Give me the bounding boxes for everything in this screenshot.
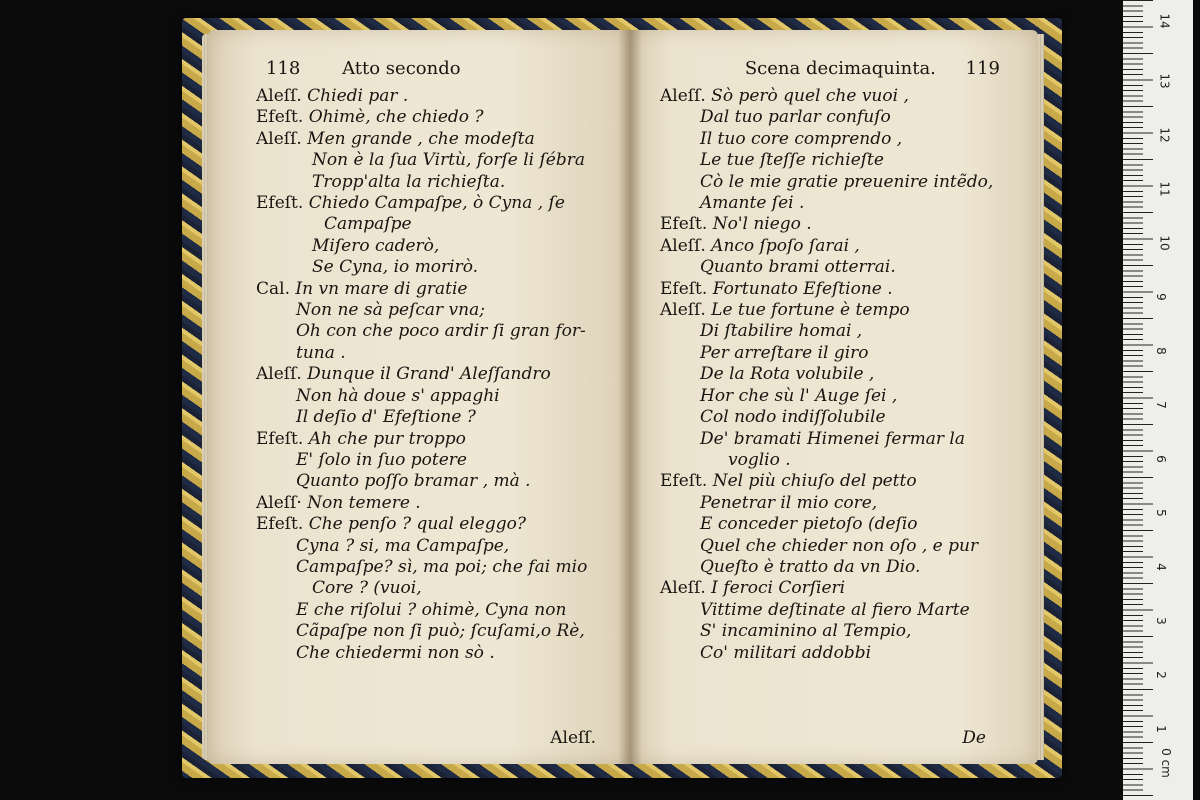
ruler-unit-label: 0 cm	[1158, 748, 1173, 778]
text-line	[660, 471, 1020, 492]
ruler-number: 2	[1153, 671, 1168, 679]
verse-text: Oh con che poco ardir ſi gran for-	[296, 321, 586, 342]
verse-text: S' incaminino al Tempio,	[700, 621, 912, 642]
text-line	[256, 557, 626, 578]
text-line	[660, 364, 1020, 385]
verse-text: Chiedo Campaſpe, ò Cyna , ſe	[308, 193, 565, 214]
verse-text: Che chiedermi non sò .	[296, 642, 495, 663]
verse-text: E conceder pietoſo (deſio	[700, 514, 918, 535]
verse-text: Fortunato Efeſtione .	[712, 278, 893, 299]
verse-text: Non hà doue s' appaghi	[296, 385, 500, 406]
verse-text: Cyna ? si, ma Campaſpe,	[296, 535, 510, 556]
verse-text: Sò però quel che vuoi ,	[711, 86, 909, 106]
speaker-label: Aleſſ.	[660, 578, 712, 599]
text-line	[256, 257, 626, 278]
verse-text: Non è la ſua Virtù, forſe li ſébra	[312, 150, 585, 171]
text-line	[256, 514, 626, 535]
verse-text: Cò le mie gratie preuenire intẽdo,	[700, 171, 994, 192]
book	[182, 18, 1062, 778]
verse-text: Non temere .	[307, 492, 421, 513]
text-line	[256, 536, 626, 557]
text-line	[256, 429, 626, 450]
verse-text: Il tuo core comprendo ,	[700, 128, 903, 149]
verse-text: E che riſolui ? ohimè, Cyna non	[296, 599, 567, 620]
ruler-number: 5	[1153, 509, 1168, 517]
verse-text: Dunque il Grand' Aleſſandro	[307, 364, 551, 385]
left-page	[208, 30, 630, 764]
text-line	[256, 172, 626, 193]
verse-text: Cãpaſpe non ſi può; ſcuſami,o Rè,	[296, 621, 585, 642]
speaker-label: Cal.	[256, 278, 296, 299]
verse-text: Core ? (vuoi,	[312, 578, 422, 599]
text-line	[256, 193, 626, 214]
ruler-number: 8	[1153, 347, 1168, 355]
text-line	[660, 279, 1020, 300]
verse-text: In vn mare di gratie	[295, 278, 468, 299]
speaker-label: Aleſſ.	[256, 128, 308, 149]
verse-text: Tropp'alta la richieſta.	[312, 171, 506, 192]
ruler-number: 12	[1157, 127, 1172, 143]
verse-text: Per arreſtare il giro	[700, 342, 869, 363]
verse-text: I feroci Corſieri	[711, 578, 846, 599]
verse-text: Ah che pur troppo	[308, 428, 466, 449]
text-line	[256, 643, 626, 664]
text-line	[660, 536, 1020, 557]
text-line	[660, 643, 1020, 664]
text-line	[660, 150, 1020, 171]
verse-text: voglio .	[728, 449, 791, 470]
text-line	[256, 214, 626, 235]
ruler-number: 9	[1153, 293, 1168, 301]
verse-text: Queſto è tratto da vn Dio.	[700, 556, 921, 577]
verse-text: Anco ſpoſo ſarai ,	[711, 235, 860, 256]
verse-text: Le tue fortune è tempo	[711, 300, 910, 321]
text-line	[660, 450, 1020, 471]
text-line	[256, 129, 626, 150]
speaker-label: Aleſſ.	[256, 364, 308, 385]
verse-text: Quel che chieder non oſo , e pur	[700, 535, 979, 556]
text-line	[660, 429, 1020, 450]
right-catchword: De	[962, 728, 986, 748]
speaker-label: Efeſt.	[256, 193, 309, 214]
text-line	[660, 107, 1020, 128]
text-line	[660, 172, 1020, 193]
speaker-label: Efeſt.	[256, 107, 309, 128]
text-line	[660, 407, 1020, 428]
text-line	[660, 343, 1020, 364]
text-line	[660, 386, 1020, 407]
left-running-head	[266, 58, 626, 79]
verse-text: tuna .	[296, 342, 346, 363]
text-line	[660, 600, 1020, 621]
text-line	[256, 493, 626, 514]
ruler-number: 13	[1157, 73, 1172, 89]
speaker-label: Efeſt.	[256, 514, 309, 535]
speaker-label: Aleſſ.	[660, 235, 712, 256]
verse-text: De la Rota volubile ,	[700, 364, 875, 385]
text-line	[660, 578, 1020, 599]
ruler-number: 1	[1153, 725, 1168, 733]
verse-text: Chiedi par .	[307, 86, 409, 106]
text-line	[660, 621, 1020, 642]
right-running-head	[670, 58, 1000, 79]
verse-text: Ohimè, che chiedo ?	[308, 107, 484, 128]
speaker-label: Aleſſ.	[256, 86, 308, 106]
text-line	[660, 86, 1020, 107]
verse-text: Co' militari addobbi	[700, 642, 872, 663]
verse-text: E' ſolo in ſuo potere	[296, 449, 467, 470]
ruler-number: 3	[1153, 617, 1168, 625]
text-line	[660, 557, 1020, 578]
verse-text: Che penſo ? qual eleggo?	[308, 514, 526, 535]
book-gutter	[618, 30, 642, 764]
verse-text: Col nodo indiſſolubile	[700, 407, 886, 428]
text-line	[660, 493, 1020, 514]
speaker-label: Aleſſ.	[660, 300, 712, 321]
text-line	[256, 343, 626, 364]
verse-text: Quanto brami otterrai.	[700, 257, 896, 278]
text-line	[256, 578, 626, 599]
verse-text: Hor che sù l' Auge ſei ,	[700, 385, 898, 406]
text-line	[256, 621, 626, 642]
verse-text: Amante ſei .	[700, 193, 805, 214]
verse-text: Quanto poſſo bramar , mà .	[296, 471, 531, 492]
text-line	[256, 150, 626, 171]
text-line	[660, 129, 1020, 150]
text-line	[256, 407, 626, 428]
speaker-label: Efeſt.	[256, 428, 309, 449]
scale-ruler	[1123, 0, 1193, 800]
text-line	[660, 236, 1020, 257]
text-line	[660, 257, 1020, 278]
ruler-number: 7	[1153, 401, 1168, 409]
verse-text: Di ſtabilire homai ,	[700, 321, 863, 342]
text-line	[256, 471, 626, 492]
left-page-text	[256, 86, 626, 664]
right-page-number: 119	[965, 58, 1000, 79]
left-page-number: 118	[266, 58, 301, 79]
text-line	[256, 107, 626, 128]
text-line	[256, 236, 626, 257]
verse-text: Nel più chiuſo del petto	[712, 471, 917, 492]
right-head-title: Scena decimaquinta.	[744, 58, 936, 79]
verse-text: Le tue ſteſſe richieſte	[700, 150, 884, 171]
text-line	[660, 214, 1020, 235]
verse-text: Miſero caderò,	[312, 235, 440, 256]
left-head-title: Atto secondo	[342, 58, 461, 79]
speaker-label: Aleſſ.	[660, 86, 712, 106]
verse-text: No'l niego .	[712, 214, 812, 235]
text-line	[256, 279, 626, 300]
verse-text: Campaſpe	[324, 214, 412, 235]
text-line	[256, 86, 626, 107]
left-catchword: Aleſſ.	[550, 728, 596, 748]
ruler-number: 4	[1153, 563, 1168, 571]
verse-text: Dal tuo parlar confuſo	[700, 107, 891, 128]
text-line	[660, 300, 1020, 321]
speaker-label: Efeſt.	[660, 278, 713, 299]
speaker-label: Efeſt.	[660, 214, 713, 235]
ruler-cm-ticks	[1123, 0, 1153, 800]
verse-text: Men grande , che modeſta	[307, 128, 535, 149]
verse-text: Penetrar il mio core,	[700, 492, 878, 513]
text-line	[256, 364, 626, 385]
ruler-number: 6	[1153, 455, 1168, 463]
text-line	[660, 514, 1020, 535]
verse-text: Se Cyna, io morirò.	[312, 257, 479, 278]
verse-text: Il deſio d' Efeſtione ?	[296, 407, 476, 428]
right-page-text	[660, 86, 1020, 664]
text-line	[256, 300, 626, 321]
verse-text: Vittime deſtinate al fiero Marte	[700, 599, 970, 620]
verse-text: Non ne sà peſcar vna;	[296, 300, 485, 321]
verse-text: Campaſpe? sì, ma poi; che fai mio	[296, 556, 588, 577]
speaker-label: Aleſſ·	[256, 492, 308, 513]
ruler-number: 14	[1157, 13, 1172, 29]
text-line	[660, 321, 1020, 342]
text-line	[256, 321, 626, 342]
right-page	[630, 30, 1038, 764]
text-line	[660, 193, 1020, 214]
ruler-number: 10	[1157, 235, 1172, 251]
ruler-number: 11	[1157, 181, 1172, 197]
text-line	[256, 450, 626, 471]
speaker-label: Efeſt.	[660, 471, 713, 492]
text-line	[256, 600, 626, 621]
text-line	[256, 386, 626, 407]
verse-text: De' bramati Himenei fermar la	[700, 428, 965, 449]
